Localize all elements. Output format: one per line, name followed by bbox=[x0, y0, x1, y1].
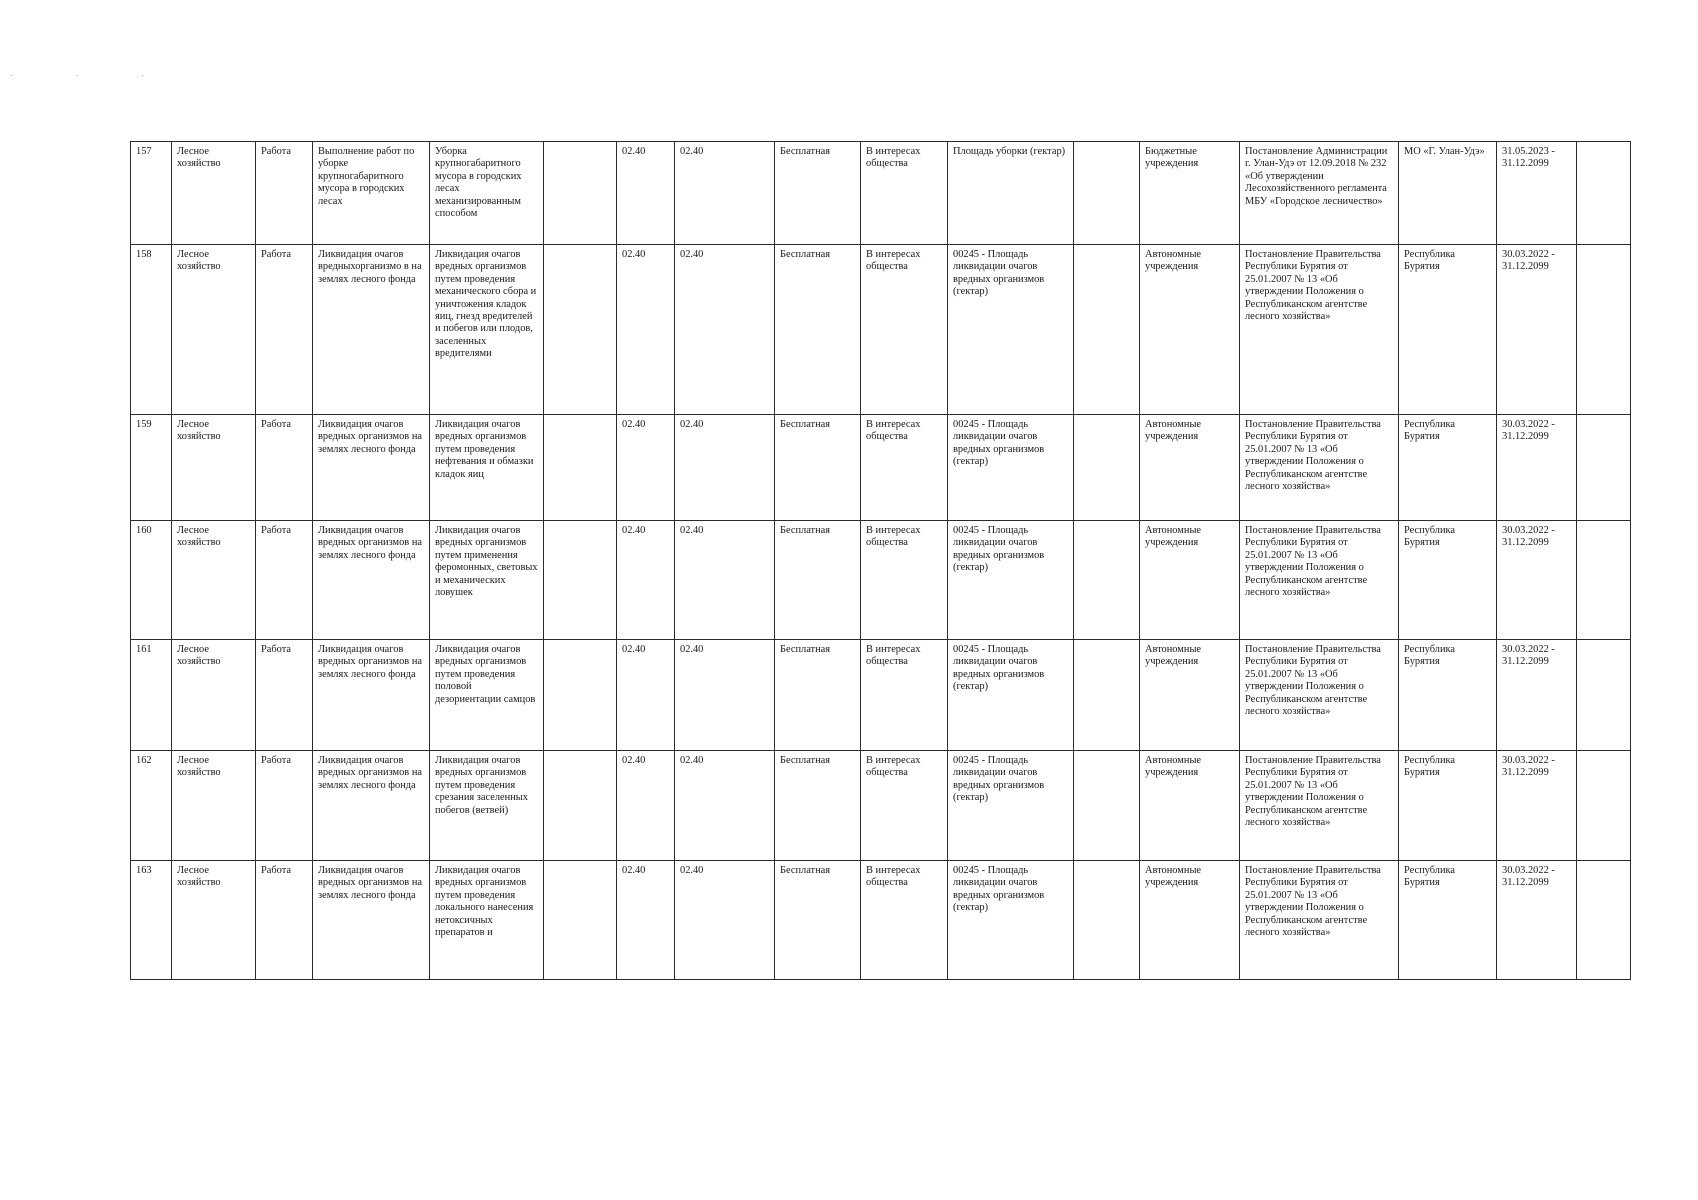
interest-cell: В интересах общества bbox=[861, 861, 948, 980]
authority-cell: Республика Бурятия bbox=[1399, 521, 1497, 640]
okved-code-cell: 02.40 bbox=[617, 245, 675, 415]
period-cell: 30.03.2022 - 31.12.2099 bbox=[1497, 861, 1577, 980]
indicator-cell: 00245 - Площадь ликвидации очагов вредных организмов (гектар) bbox=[948, 245, 1074, 415]
institution-cell: Автономные учреждения bbox=[1140, 521, 1240, 640]
interest-cell: В интересах общества bbox=[861, 751, 948, 861]
empty-cell bbox=[1074, 861, 1140, 980]
sector-cell: Лесное хозяйство bbox=[172, 415, 256, 521]
row-number: 163 bbox=[131, 861, 172, 980]
institution-cell: Бюджетные учреждения bbox=[1140, 142, 1240, 245]
table-row bbox=[131, 521, 1631, 640]
legal-basis-cell: Постановление Правительства Республики Бурятия от 25.01.2007 № 13 «Об утверждении Положения о Республиканском агентстве лесного хозяйства» bbox=[1240, 751, 1399, 861]
extra-cell bbox=[1577, 640, 1631, 751]
authority-cell: МО «Г. Улан-Удэ» bbox=[1399, 142, 1497, 245]
row-number: 159 bbox=[131, 415, 172, 521]
extra-cell bbox=[1577, 751, 1631, 861]
type-cell: Работа bbox=[256, 415, 313, 521]
type-cell: Работа bbox=[256, 245, 313, 415]
table-row bbox=[131, 640, 1631, 751]
payment-cell: Бесплатная bbox=[775, 245, 861, 415]
empty-cell bbox=[544, 521, 617, 640]
indicator-cell: Площадь уборки (гектар) bbox=[948, 142, 1074, 245]
institution-cell: Автономные учреждения bbox=[1140, 245, 1240, 415]
okved-code-cell: 02.40 bbox=[675, 640, 775, 751]
institution-cell: Автономные учреждения bbox=[1140, 415, 1240, 521]
services-table bbox=[130, 141, 1631, 980]
table-body bbox=[131, 142, 1631, 980]
empty-cell bbox=[1074, 521, 1140, 640]
content-cell: Уборка крупногабаритного мусора в городских лесах механизированным способом bbox=[430, 142, 544, 245]
empty-cell bbox=[544, 640, 617, 751]
authority-cell: Республика Бурятия bbox=[1399, 751, 1497, 861]
indicator-cell: 00245 - Площадь ликвидации очагов вредных организмов (гектар) bbox=[948, 521, 1074, 640]
service-name-cell: Ликвидация очагов вредных организмов на землях лесного фонда bbox=[313, 751, 430, 861]
content-cell: Ликвидация очагов вредных организмов путем применения феромонных, световых и механических ловушек bbox=[430, 521, 544, 640]
okved-code-cell: 02.40 bbox=[617, 640, 675, 751]
okved-code-cell: 02.40 bbox=[617, 861, 675, 980]
content-cell: Ликвидация очагов вредных организмов путем проведения срезания заселенных побегов (ветвей) bbox=[430, 751, 544, 861]
institution-cell: Автономные учреждения bbox=[1140, 861, 1240, 980]
table-row bbox=[131, 751, 1631, 861]
period-cell: 30.03.2022 - 31.12.2099 bbox=[1497, 751, 1577, 861]
indicator-cell: 00245 - Площадь ликвидации очагов вредных организмов (гектар) bbox=[948, 861, 1074, 980]
empty-cell bbox=[1074, 640, 1140, 751]
content-cell: Ликвидация очагов вредных организмов путем проведения нефтевания и обмазки кладок яиц bbox=[430, 415, 544, 521]
okved-code-cell: 02.40 bbox=[675, 245, 775, 415]
authority-cell: Республика Бурятия bbox=[1399, 245, 1497, 415]
period-cell: 30.03.2022 - 31.12.2099 bbox=[1497, 245, 1577, 415]
interest-cell: В интересах общества bbox=[861, 640, 948, 751]
scan-marks: · · · bbox=[10, 70, 174, 80]
okved-code-cell: 02.40 bbox=[675, 861, 775, 980]
row-number: 162 bbox=[131, 751, 172, 861]
interest-cell: В интересах общества bbox=[861, 521, 948, 640]
period-cell: 31.05.2023 - 31.12.2099 bbox=[1497, 142, 1577, 245]
period-cell: 30.03.2022 - 31.12.2099 bbox=[1497, 521, 1577, 640]
legal-basis-cell: Постановление Правительства Республики Бурятия от 25.01.2007 № 13 «Об утверждении Положения о Республиканском агентстве лесного хозяйства» bbox=[1240, 521, 1399, 640]
okved-code-cell: 02.40 bbox=[617, 521, 675, 640]
row-number: 157 bbox=[131, 142, 172, 245]
service-name-cell: Выполнение работ по уборке крупногабаритного мусора в городских лесах bbox=[313, 142, 430, 245]
sector-cell: Лесное хозяйство bbox=[172, 861, 256, 980]
table-row bbox=[131, 245, 1631, 415]
institution-cell: Автономные учреждения bbox=[1140, 640, 1240, 751]
payment-cell: Бесплатная bbox=[775, 640, 861, 751]
table-row bbox=[131, 142, 1631, 245]
sector-cell: Лесное хозяйство bbox=[172, 142, 256, 245]
okved-code-cell: 02.40 bbox=[617, 415, 675, 521]
extra-cell bbox=[1577, 415, 1631, 521]
table-row bbox=[131, 415, 1631, 521]
empty-cell bbox=[544, 861, 617, 980]
institution-cell: Автономные учреждения bbox=[1140, 751, 1240, 861]
sector-cell: Лесное хозяйство bbox=[172, 521, 256, 640]
table-row bbox=[131, 861, 1631, 980]
empty-cell bbox=[1074, 142, 1140, 245]
content-cell: Ликвидация очагов вредных организмов путем проведения половой дезориентации самцов bbox=[430, 640, 544, 751]
interest-cell: В интересах общества bbox=[861, 245, 948, 415]
authority-cell: Республика Бурятия bbox=[1399, 415, 1497, 521]
sector-cell: Лесное хозяйство bbox=[172, 751, 256, 861]
okved-code-cell: 02.40 bbox=[617, 142, 675, 245]
empty-cell bbox=[1074, 415, 1140, 521]
extra-cell bbox=[1577, 245, 1631, 415]
okved-code-cell: 02.40 bbox=[617, 751, 675, 861]
period-cell: 30.03.2022 - 31.12.2099 bbox=[1497, 640, 1577, 751]
interest-cell: В интересах общества bbox=[861, 142, 948, 245]
empty-cell bbox=[544, 142, 617, 245]
indicator-cell: 00245 - Площадь ликвидации очагов вредных организмов (гектар) bbox=[948, 415, 1074, 521]
service-name-cell: Ликвидация очагов вредных организмов на землях лесного фонда bbox=[313, 861, 430, 980]
content-cell: Ликвидация очагов вредных организмов путем проведения механического сбора и уничтожения кладок яиц, гнезд вредителей и побегов или плодов, заселенных вредителями bbox=[430, 245, 544, 415]
legal-basis-cell: Постановление Правительства Республики Бурятия от 25.01.2007 № 13 «Об утверждении Положения о Республиканском агентстве лесного хозяйства» bbox=[1240, 861, 1399, 980]
type-cell: Работа bbox=[256, 142, 313, 245]
legal-basis-cell: Постановление Правительства Республики Бурятия от 25.01.2007 № 13 «Об утверждении Положения о Республиканском агентстве лесного хозяйства» bbox=[1240, 640, 1399, 751]
sector-cell: Лесное хозяйство bbox=[172, 640, 256, 751]
service-name-cell: Ликвидация очагов вредных организмов на землях лесного фонда bbox=[313, 640, 430, 751]
type-cell: Работа bbox=[256, 640, 313, 751]
type-cell: Работа bbox=[256, 751, 313, 861]
legal-basis-cell: Постановление Правительства Республики Бурятия от 25.01.2007 № 13 «Об утверждении Положения о Республиканском агентстве лесного хозяйства» bbox=[1240, 415, 1399, 521]
sector-cell: Лесное хозяйство bbox=[172, 245, 256, 415]
period-cell: 30.03.2022 - 31.12.2099 bbox=[1497, 415, 1577, 521]
service-name-cell: Ликвидация очагов вредных организмов на землях лесного фонда bbox=[313, 415, 430, 521]
empty-cell bbox=[1074, 751, 1140, 861]
empty-cell bbox=[544, 245, 617, 415]
row-number: 158 bbox=[131, 245, 172, 415]
okved-code-cell: 02.40 bbox=[675, 521, 775, 640]
extra-cell bbox=[1577, 142, 1631, 245]
row-number: 160 bbox=[131, 521, 172, 640]
empty-cell bbox=[544, 751, 617, 861]
service-name-cell: Ликвидация очагов вредныхорганизмо в на землях лесного фонда bbox=[313, 245, 430, 415]
type-cell: Работа bbox=[256, 861, 313, 980]
row-number: 161 bbox=[131, 640, 172, 751]
empty-cell bbox=[544, 415, 617, 521]
legal-basis-cell: Постановление Правительства Республики Бурятия от 25.01.2007 № 13 «Об утверждении Положения о Республиканском агентстве лесного хозяйства» bbox=[1240, 245, 1399, 415]
type-cell: Работа bbox=[256, 521, 313, 640]
extra-cell bbox=[1577, 861, 1631, 980]
authority-cell: Республика Бурятия bbox=[1399, 861, 1497, 980]
payment-cell: Бесплатная bbox=[775, 521, 861, 640]
authority-cell: Республика Бурятия bbox=[1399, 640, 1497, 751]
okved-code-cell: 02.40 bbox=[675, 415, 775, 521]
service-name-cell: Ликвидация очагов вредных организмов на землях лесного фонда bbox=[313, 521, 430, 640]
empty-cell bbox=[1074, 245, 1140, 415]
payment-cell: Бесплатная bbox=[775, 751, 861, 861]
okved-code-cell: 02.40 bbox=[675, 751, 775, 861]
content-cell: Ликвидация очагов вредных организмов путем проведения локального нанесения нетоксичных препаратов и bbox=[430, 861, 544, 980]
interest-cell: В интересах общества bbox=[861, 415, 948, 521]
indicator-cell: 00245 - Площадь ликвидации очагов вредных организмов (гектар) bbox=[948, 751, 1074, 861]
payment-cell: Бесплатная bbox=[775, 861, 861, 980]
payment-cell: Бесплатная bbox=[775, 142, 861, 245]
okved-code-cell: 02.40 bbox=[675, 142, 775, 245]
extra-cell bbox=[1577, 521, 1631, 640]
payment-cell: Бесплатная bbox=[775, 415, 861, 521]
legal-basis-cell: Постановление Администрации г. Улан-Удэ от 12.09.2018 № 232 «Об утверждении Лесохозяйственного регламента МБУ «Городское лесничество» bbox=[1240, 142, 1399, 245]
indicator-cell: 00245 - Площадь ликвидации очагов вредных организмов (гектар) bbox=[948, 640, 1074, 751]
